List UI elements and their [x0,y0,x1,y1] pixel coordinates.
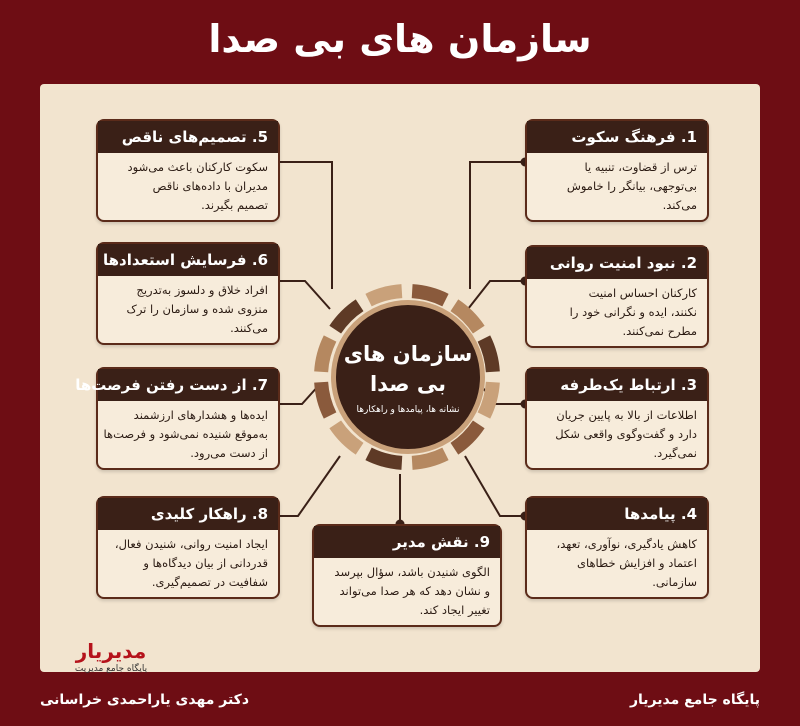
card-3-title: 3. ارتباط یک‌طرفه [527,369,707,401]
card-7-line: به‌موقع شنیده نمی‌شود و فرصت‌ها [103,427,268,441]
card-7 [75,367,280,470]
card-3-line: دارد و گفت‌وگوی واقعی شکل [555,427,697,441]
logo-name: مدیریار [75,639,147,663]
card-9-body [314,558,500,625]
card-2-title: 2. نبود امنیت روانی [527,247,707,279]
ring-segment [321,339,330,372]
card-9 [312,524,502,627]
card-1-line: می‌کند. [662,198,697,212]
card-6-line: می‌کنند. [230,321,268,335]
card-1-line: ترس از قضاوت، تنبیه یا [584,160,697,174]
card-8-body [98,530,278,597]
ring-segment [412,291,445,300]
footer-author: دکتر مهدی یاراحمدی خراسانی [40,692,250,708]
page-title: سازمان های بی صدا [208,17,592,61]
ring-segment [484,382,493,415]
card-2-line: کارکنان احساس امنیت [588,286,697,300]
card-3 [525,367,709,470]
brand-logo [56,640,166,678]
card-9-line: الگوی شنیدن باشد، سؤال بپرسد [334,565,490,579]
card-5-title: 5. تصمیم‌های ناقص [98,121,278,153]
ring-segment [484,339,493,372]
card-2-line: نکنند، ایده و نگرانی خود را [569,305,697,319]
card-6-line: منزوی شده و سازمان را ترک [126,302,268,316]
card-5-body [98,153,278,220]
ring-segment [369,454,402,463]
card-8-line: قدردانی از بیان دیدگاه‌ها و [143,556,268,570]
center-hub [331,300,485,454]
card-6-body [98,276,278,343]
card-1 [525,119,709,222]
card-5-line: تصمیم بگیرند. [201,198,268,212]
card-6-line: افراد خلاق و دلسوز به‌تدریج [136,283,268,297]
card-4-body [527,530,707,597]
card-4-line: کاهش یادگیری، نوآوری، تعهد، [556,537,697,551]
card-8-title: 8. راهکار کلیدی [98,498,278,530]
logo-tagline: پایگاه جامع مدیریت [74,664,148,674]
card-4-title: 4. پیامدها [527,498,707,530]
card-2-body [527,279,707,346]
card-5 [96,119,280,222]
card-9-title: 9. نقش مدیر [314,526,500,558]
card-7-body [98,401,278,468]
card-6-title: 6. فرسایش استعدادها [98,244,278,276]
card-9-line: و نشان دهد که هر صدا می‌تواند [339,584,490,598]
card-4-line: سازمانی. [652,575,697,589]
card-7-line: ایده‌ها و هشدارهای ارزشمند [133,408,268,422]
card-3-line: اطلاعات از بالا به پایین جریان [556,408,697,422]
card-1-line: بی‌توجهی، بیانگر را خاموش [566,179,697,193]
card-1-body [527,153,707,220]
ring-segment [321,382,330,415]
card-4-line: اعتماد و افزایش خطاهای [576,556,697,570]
card-3-line: نمی‌گیرد. [653,446,697,460]
card-7-line: از دست می‌رود. [190,446,268,460]
ring-segment [412,454,445,463]
card-1-title: 1. فرهنگ سکوت [527,121,707,153]
card-2-line: مطرح نمی‌کنند. [622,324,697,338]
card-8-line: شفافیت در تصمیم‌گیری. [151,575,268,589]
card-5-line: مدیران با داده‌های ناقص [152,179,268,193]
card-5-line: سکوت کارکنان باعث می‌شود [127,160,268,174]
connector-1 [470,162,525,289]
card-6 [96,242,280,345]
card-7-title: 7. از دست رفتن فرصت‌ها [98,369,278,401]
card-3-body [527,401,707,468]
footer-site: پایگاه جامع مدیریار [629,692,760,708]
card-8-line: ایجاد امنیت روانی، شنیدن فعال، [114,537,268,551]
card-2 [525,245,709,348]
center-subtitle: نشانه ها، پیامدها و راهکارها [356,405,460,415]
card-4 [525,496,709,599]
center-title-line1: سازمان های [343,342,473,366]
ring-segment [369,291,402,300]
card-8 [96,496,280,599]
center-title-line2: بی صدا [369,372,447,396]
card-9-line: تغییر ایجاد کند. [419,603,490,617]
